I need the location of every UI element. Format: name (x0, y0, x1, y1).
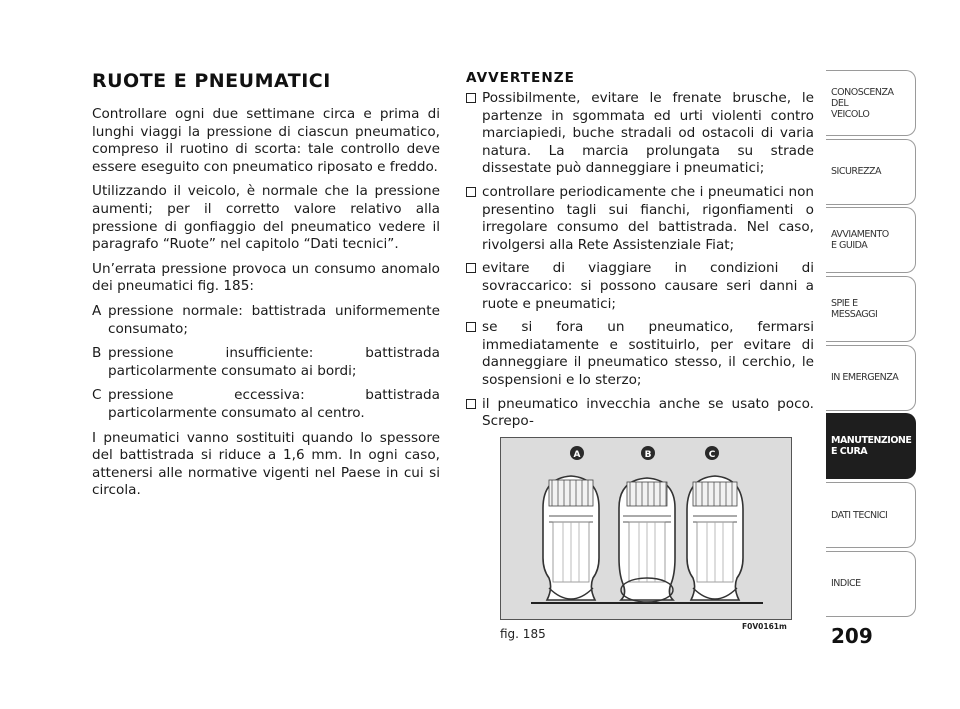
tab-label: IN EMERGENZA (831, 372, 899, 384)
marker-a: A (573, 450, 581, 460)
tab-indice[interactable] (826, 551, 916, 617)
tab-spie-e-messaggi[interactable] (826, 276, 916, 342)
tab-label: SICUREZZA (831, 166, 882, 178)
tab-avviamento-e-guida[interactable] (826, 207, 916, 273)
tab-dati-tecnici[interactable] (826, 482, 916, 548)
tab-label: MANUTENZIONE E CURA (831, 435, 912, 458)
list-text: pressione insufficiente: battistrada particolarmente consumato ai bordi; (108, 345, 440, 379)
tyre-a (543, 476, 599, 600)
checkbox-bullet-icon (466, 93, 476, 103)
warning-text: controllare periodicamente che i pneumatici non presentino tagli sui fianchi, rigonfiamenti o irregolare consumo del battistrada. Nel caso, rivolgersi alla Rete Assistenziale Fiat; (482, 183, 814, 253)
tab-conoscenza-del-veicolo[interactable] (826, 70, 916, 136)
section-title: RUOTE E PNEUMATICI (92, 70, 331, 92)
warning-item (466, 396, 814, 431)
right-column (466, 70, 814, 437)
paragraph-wrong-pressure: Un’errata pressione provoca un consumo anomalo dei pneumatici fig. 185: (92, 260, 440, 295)
list-text: pressione normale: battistrada uniformemente consumato; (108, 302, 440, 337)
list-letter: A (92, 302, 102, 319)
figure-caption: fig. 185 (500, 627, 546, 641)
tab-in-emergenza[interactable] (826, 345, 916, 411)
tyre-illustration (501, 438, 791, 619)
warning-text: se si fora un pneumatico, fermarsi immediatamente e sostituirlo, per evitare di danneggiare il pneumatico stesso, il cerchio, le sospensioni e lo sterzo; (482, 319, 814, 388)
list-item-c (92, 387, 440, 422)
warning-title: AVVERTENZE (466, 70, 575, 86)
warning-item (466, 260, 814, 313)
paragraph-check-pressure: Controllare ogni due settimane circa e prima di lunghi viaggi la pressione di ciascun pneumatico, compreso il ruotino di scorta: tale controllo deve essere eseguito con pneumatico riposato e freddo. (92, 106, 440, 175)
list-letter: B (92, 345, 102, 362)
chapter-tabs (826, 70, 916, 620)
warning-item (466, 319, 814, 389)
checkbox-bullet-icon (466, 322, 476, 332)
tab-label: SPIE E MESSAGGI (831, 298, 878, 321)
list-text: pressione eccessiva: battistrada particolarmente consumato al centro. (108, 387, 440, 421)
warning-text: Possibilmente, evitare le frenate brusche, le partenze in sgommata ed urti violenti contro marciapiedi, buche stradali od ostacoli di varia natura. La marcia prolungata su strade dissestate può danneggiare i pneumatici; (482, 90, 814, 177)
warning-text: il pneumatico invecchia anche se usato poco. Screpo- (482, 395, 814, 430)
paragraph-replace-tyres: I pneumatici vanno sostituiti quando lo spessore del battistrada si riduce a 1,6 mm. In ogni caso, attenersi alle normative vigenti nel Paese in cui si circola. (92, 429, 440, 499)
marker-b: B (644, 450, 652, 460)
tab-manutenzione-e-cura[interactable] (826, 413, 916, 479)
checkbox-bullet-icon (466, 399, 476, 409)
warning-item (466, 184, 814, 254)
marker-c: C (708, 450, 716, 460)
tab-label: DATI TECNICI (831, 509, 888, 521)
tyre-wear-figure (500, 437, 792, 620)
paragraph-pressure-increase: Utilizzando il veicolo, è normale che la pressione aumenti; per il corretto valore relativo alla pressione di gonfiaggio del pneumatico vedere il paragrafo “Ruote” nel capitolo “Dati tecnici”. (92, 183, 440, 253)
tyre-c (687, 476, 743, 600)
tab-label: INDICE (831, 578, 861, 590)
tab-label: CONOSCENZA DEL VEICOLO (831, 86, 894, 120)
checkbox-bullet-icon (466, 263, 476, 273)
list-letter: C (92, 387, 102, 404)
tyre-b (619, 478, 675, 602)
warning-item (466, 90, 814, 178)
warning-text: evitare di viaggiare in condizioni di sovraccarico: si possono causare seri danni a ruote e pneumatici; (482, 260, 814, 312)
page-number: 209 (831, 624, 873, 648)
checkbox-bullet-icon (466, 187, 476, 197)
list-item-b (92, 345, 440, 380)
left-column (92, 70, 440, 507)
tab-sicurezza[interactable] (826, 139, 916, 205)
list-item-a (92, 303, 440, 338)
figure-code: F0V0161m (742, 622, 787, 631)
tab-label: AVVIAMENTO E GUIDA (831, 229, 889, 252)
